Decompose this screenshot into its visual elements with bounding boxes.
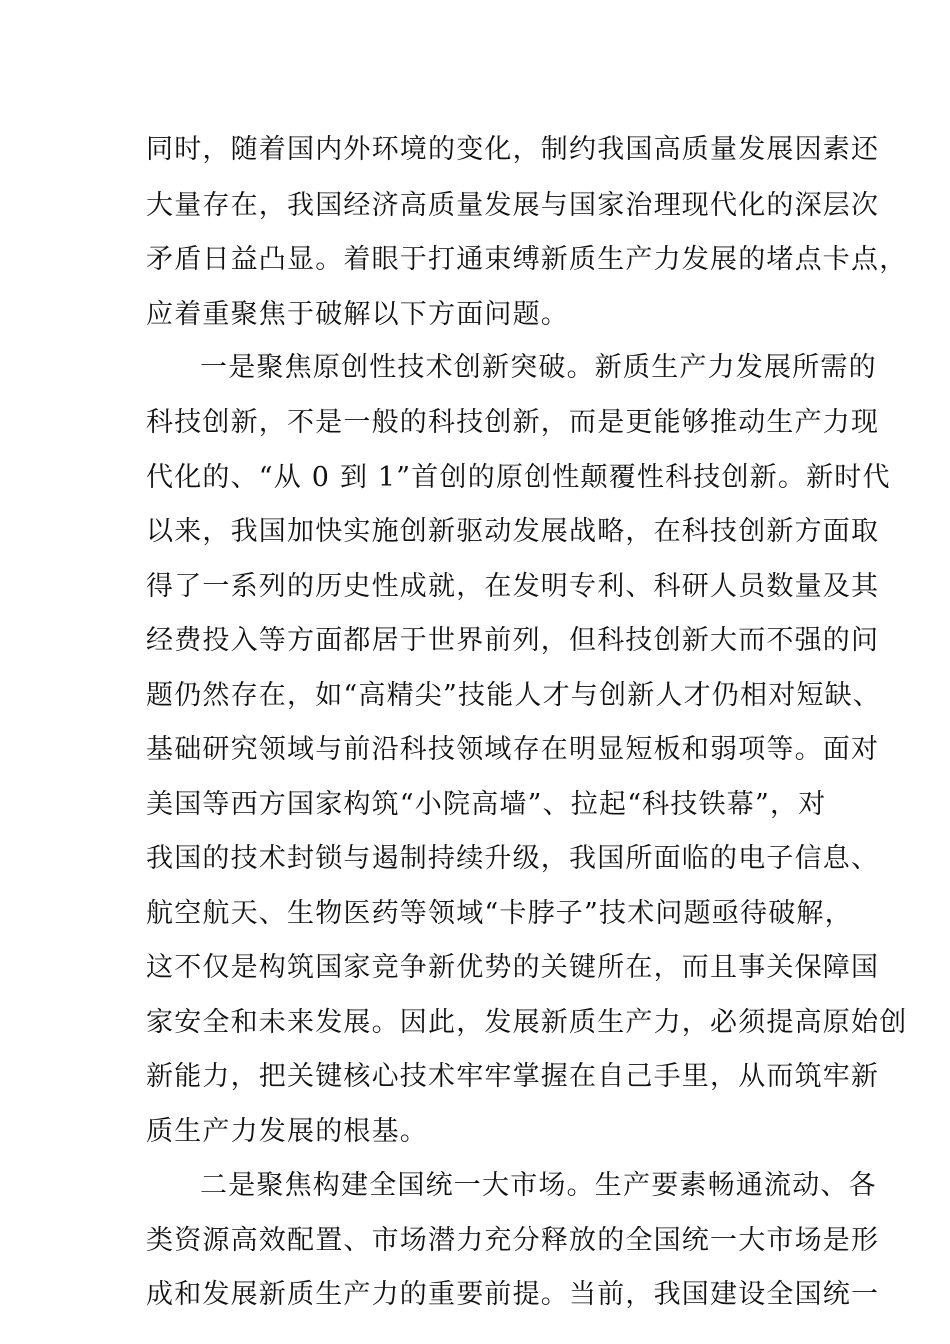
text-line: 大量存在，我国经济高质量发展与国家治理现代化的深层次 [146, 190, 880, 221]
text-line: 新能力，把关键核心技术牢牢掌握在自己手里，从而筑牢新 [146, 1061, 880, 1092]
text-line: 代化的、“从 0 到 1”首创的原创性颠覆性科技创新。新时代 [146, 462, 891, 493]
paragraph-first-line: 二是聚焦构建全国统一大市场。生产要素畅通流动、各 [200, 1170, 877, 1201]
text-line: 家安全和未来发展。因此，发展新质生产力，必须提高原始创 [146, 1007, 908, 1038]
text-line: 航空航天、生物医药等领域“卡脖子”技术问题亟待破解， [146, 898, 853, 929]
text-line: 这不仅是构筑国家竞争新优势的关键所在，而且事关保障国 [146, 952, 880, 983]
text-line: 经费投入等方面都居于世界前列，但科技创新大而不强的问 [146, 625, 880, 656]
text-line: 科技创新，不是一般的科技创新，而是更能够推动生产力现 [146, 407, 880, 438]
text-line: 矛盾日益凸显。着眼于打通束缚新质生产力发展的堵点卡点， [146, 244, 908, 275]
text-line: 得了一系列的历史性成就，在发明专利、科研人员数量及其 [146, 571, 880, 602]
paragraph-first-line: 一是聚焦原创性技术创新突破。新质生产力发展所需的 [200, 352, 877, 383]
text-line: 质生产力发展的根基。 [146, 1116, 428, 1147]
text-line: 类资源高效配置、市场潜力充分释放的全国统一大市场是形 [146, 1225, 880, 1256]
text-line: 以来，我国加快实施创新驱动发展战略，在科技创新方面取 [146, 516, 880, 547]
text-line: 基础研究领域与前沿科技领域存在明显短板和弱项等。面对 [146, 734, 880, 765]
text-line: 应着重聚焦于破解以下方面问题。 [146, 299, 569, 330]
text-line: 我国的技术封锁与遏制持续升级，我国所面临的电子信息、 [146, 843, 880, 874]
text-line: 题仍然存在，如“高精尖”技能人才与创新人才仍相对短缺、 [146, 680, 882, 711]
text-line: 美国等西方国家构筑“小院高墙”、拉起“科技铁幕”，对 [146, 789, 827, 820]
text-line: 同时，随着国内外环境的变化，制约我国高质量发展因素还 [146, 134, 880, 165]
text-line: 成和发展新质生产力的重要前提。当前，我国建设全国统一 [146, 1279, 880, 1310]
